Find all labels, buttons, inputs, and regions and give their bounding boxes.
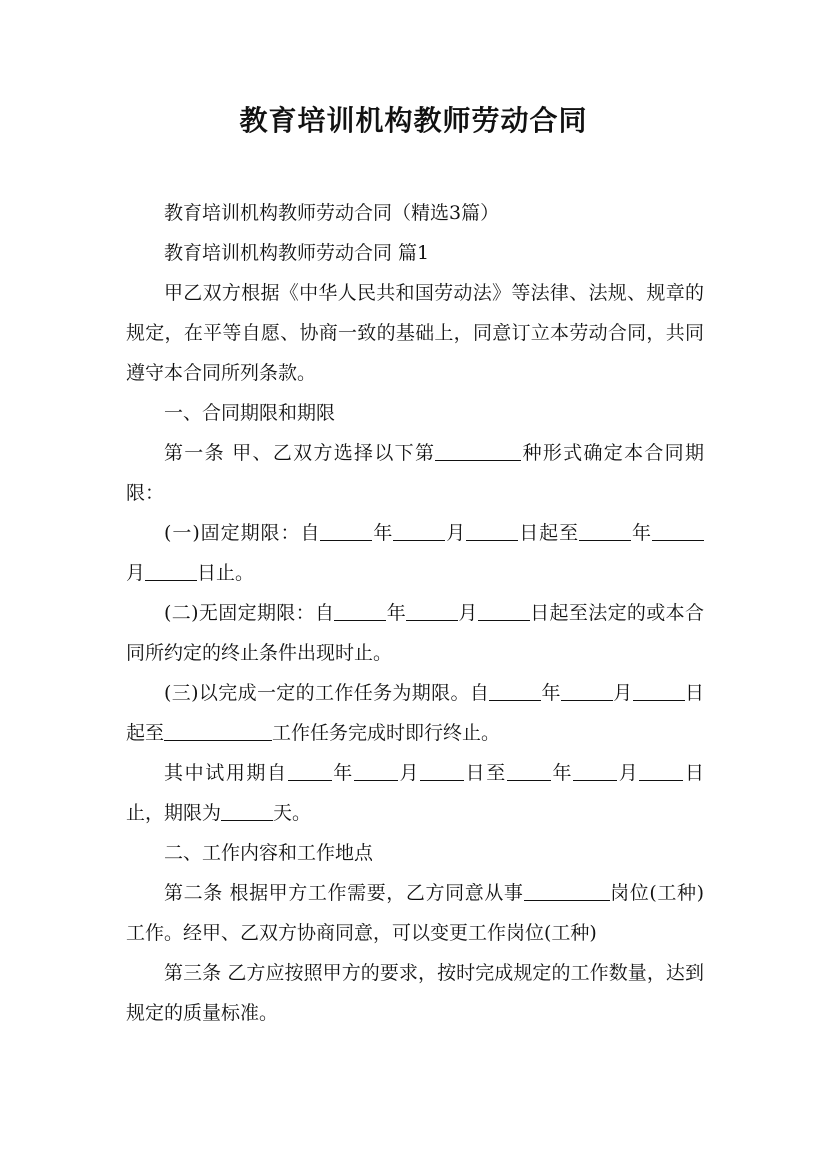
blank-field[interactable]	[406, 601, 458, 621]
blank-field[interactable]	[507, 761, 551, 781]
article-1: 第一条 甲、乙双方选择以下第 种形式确定本合同期限：	[126, 442, 704, 504]
clause-trial-period: 其中试用期自 年 月 日至 年 月 日止，期限为 天。	[126, 762, 704, 824]
clause-fixed-term: (一)固定期限：自 年 月 日起至 年月 日止。	[126, 513, 704, 593]
blank-field[interactable]	[478, 601, 530, 621]
blank-field[interactable]	[420, 761, 464, 781]
blank-field[interactable]	[579, 521, 631, 541]
blank-field[interactable]	[573, 761, 617, 781]
blank-field[interactable]	[145, 561, 197, 581]
subtitle: 教育培训机构教师劳动合同（精选3篇）	[164, 202, 500, 224]
blank-field[interactable]	[393, 521, 445, 541]
clause-open-term: (二)无固定期限：自 年 月 日起至法定的或本合同所约定的终止条件出现时止。	[126, 602, 704, 664]
chapter-heading-1: 一、合同期限和期限	[164, 402, 336, 424]
blank-field[interactable]	[489, 681, 541, 701]
document-body	[126, 193, 704, 1033]
article-3: 第三条 乙方应按照甲方的要求，按时完成规定的工作数量，达到规定的质量标准。	[126, 962, 704, 1024]
blank-field[interactable]	[354, 761, 398, 781]
blank-field[interactable]	[164, 721, 272, 741]
intro-paragraph: 甲乙双方根据《中华人民共和国劳动法》等法律、法规、规章的规定，在平等自愿、协商一致的基础上，同意订立本劳动合同，共同遵守本合同所列条款。	[126, 282, 704, 384]
blank-field[interactable]	[320, 521, 372, 541]
article-2: 第二条 根据甲方工作需要，乙方同意从事 岗位(工种)工作。经甲、乙双方协商同意，可以变更工作岗位(工种)	[126, 882, 705, 944]
blank-field[interactable]	[633, 681, 685, 701]
blank-field[interactable]	[466, 521, 518, 541]
section-heading: 教育培训机构教师劳动合同 篇1	[164, 242, 430, 264]
clause-task-term: (三)以完成一定的工作任务为期限。自 年 月 日起至 工作任务完成时即行终止。	[126, 682, 704, 744]
blank-field[interactable]	[652, 521, 704, 541]
blank-field[interactable]	[524, 881, 610, 901]
document-title: 教育培训机构教师劳动合同	[239, 104, 588, 137]
blank-field[interactable]	[639, 761, 683, 781]
blank-field[interactable]	[334, 601, 386, 621]
blank-field[interactable]	[435, 441, 521, 461]
blank-field[interactable]	[221, 801, 273, 821]
blank-field[interactable]	[561, 681, 613, 701]
blank-field[interactable]	[288, 761, 332, 781]
chapter-heading-2: 二、工作内容和工作地点	[164, 842, 374, 864]
